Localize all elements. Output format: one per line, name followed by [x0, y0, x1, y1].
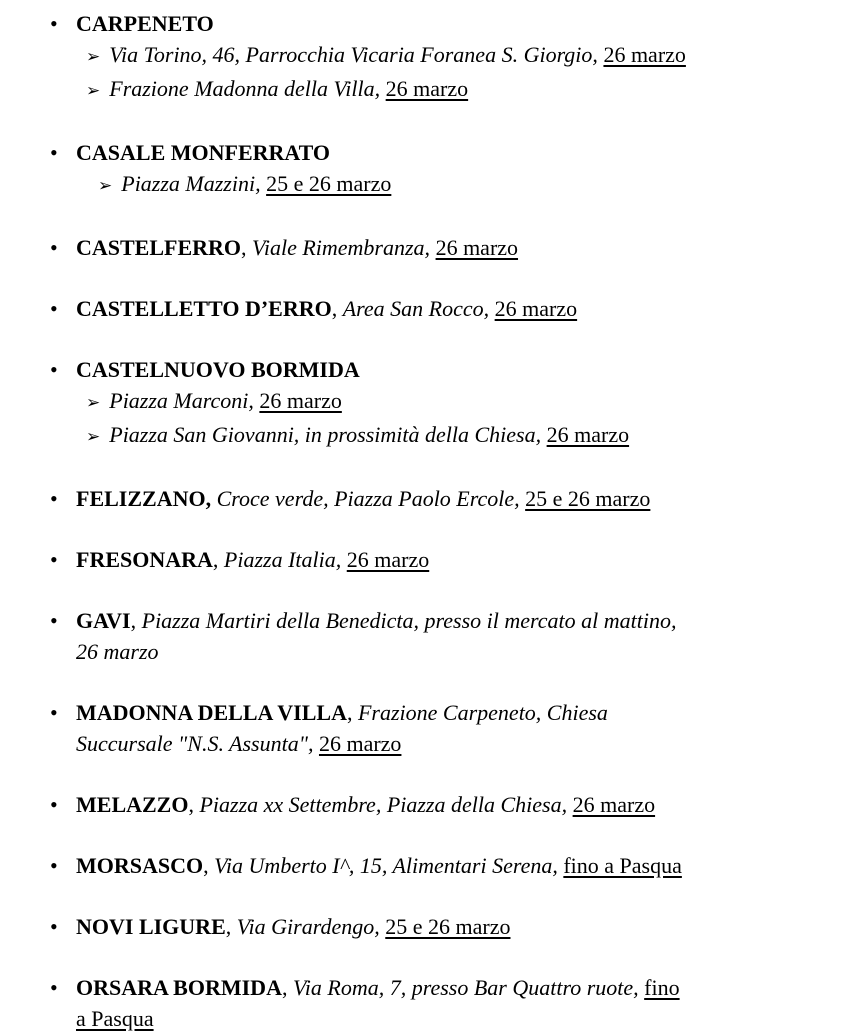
list-item [50, 544, 857, 575]
town-line [76, 850, 790, 881]
bullet-icon: • [50, 792, 58, 817]
town-line [76, 972, 790, 1003]
date-text: 26 marzo [546, 422, 630, 447]
town-line [76, 789, 790, 820]
date-text: 26 marzo [259, 388, 342, 413]
town-line [76, 293, 790, 324]
address-text: Piazza Mazzini, [121, 171, 267, 196]
separator: , [331, 296, 343, 321]
address-text: Piazza Martiri della Benedicta, presso il mercato al mattino, [141, 608, 677, 633]
date-text: 26 marzo [385, 76, 469, 101]
date-text: 26 marzo [494, 296, 578, 321]
town-name: FRESONARA [76, 547, 213, 572]
address-text: Via Girardengo, [236, 914, 386, 939]
address-text: Piazza San Giovanni, in prossimità della Chiesa, [109, 422, 547, 447]
date-text: 26 marzo [603, 42, 686, 67]
sub-item [76, 39, 790, 73]
bullet-icon: • [50, 547, 58, 572]
town-line [76, 697, 790, 728]
arrow-bullet-icon: ➢ [98, 176, 113, 196]
town-name: MADONNA DELLA VILLA [76, 700, 347, 725]
arrow-bullet-icon: ➢ [86, 81, 101, 101]
list-item [50, 8, 857, 107]
sub-item [76, 73, 790, 107]
town-line [76, 544, 790, 575]
address-text: Piazza Italia, [223, 547, 347, 572]
item-content [76, 293, 790, 324]
town-name: CARPENETO [76, 11, 214, 36]
town-line [76, 354, 790, 385]
wrapped-line [76, 728, 790, 759]
date-text: 25 e 26 marzo [266, 171, 392, 196]
bullet-icon: • [50, 140, 58, 165]
bullet-icon: • [50, 296, 58, 321]
item-content [76, 850, 790, 881]
separator: , [203, 853, 215, 878]
bullet-icon: • [50, 700, 58, 725]
sub-item [76, 419, 790, 453]
bullet-icon: • [50, 486, 58, 511]
date-text: 25 e 26 marzo [385, 914, 511, 939]
item-content [76, 911, 790, 942]
arrow-bullet-icon: ➢ [86, 47, 101, 67]
town-name: CASALE MONFERRATO [76, 140, 331, 165]
item-content [76, 544, 790, 575]
list-item [50, 697, 857, 759]
date-text: a Pasqua [76, 1006, 154, 1031]
date-text: 26 marzo [572, 792, 656, 817]
address-text: Via Torino, 46, Parrocchia Vicaria Foranea S. Giorgio, [109, 42, 604, 67]
address-text: Succursale "N.S. Assunta", [76, 731, 319, 756]
address-text: Frazione Madonna della Villa, [109, 76, 386, 101]
date-text: 26 marzo [318, 731, 402, 756]
town-line [76, 137, 790, 168]
date-text: fino [644, 975, 680, 1000]
item-content [76, 972, 790, 1034]
address-text: Frazione Carpeneto, Chiesa [357, 700, 608, 725]
separator: , [188, 792, 200, 817]
bullet-icon: • [50, 11, 58, 36]
sub-item [76, 385, 790, 419]
separator: , [241, 235, 253, 260]
address-text: Viale Rimembranza, [252, 235, 436, 260]
address-text: Piazza xx Settembre, Piazza della Chiesa, [199, 792, 573, 817]
item-content [76, 483, 790, 514]
bullet-icon: • [50, 975, 58, 1000]
town-line [76, 605, 790, 636]
list-item [50, 232, 857, 263]
date-text: fino a Pasqua [563, 853, 682, 878]
list-item [50, 483, 857, 514]
list-item [50, 850, 857, 881]
town-name: ORSARA BORMIDA [76, 975, 282, 1000]
town-name: CASTELNUOVO BORMIDA [76, 357, 360, 382]
date-text: 26 marzo [346, 547, 430, 572]
address-text: Area San Rocco, [342, 296, 495, 321]
town-name: FELIZZANO, [76, 486, 212, 511]
address-text: Piazza Marconi, [109, 388, 260, 413]
address-text: 26 marzo [76, 639, 159, 664]
bullet-icon: • [50, 608, 58, 633]
separator: , [212, 547, 224, 572]
town-name: NOVI LIGURE [76, 914, 226, 939]
item-content [76, 8, 790, 107]
item-content [76, 697, 790, 759]
bullet-icon: • [50, 235, 58, 260]
list-item [50, 911, 857, 942]
separator: , [225, 914, 237, 939]
list-item [50, 293, 857, 324]
separator: , [281, 975, 293, 1000]
town-name: GAVI [76, 608, 131, 633]
list-item [50, 605, 857, 667]
town-name: CASTELLETTO D’ERRO [76, 296, 332, 321]
list-item [50, 789, 857, 820]
town-name: MORSASCO [76, 853, 204, 878]
bullet-icon: • [50, 914, 58, 939]
item-content [76, 789, 790, 820]
separator: , [130, 608, 142, 633]
bullet-icon: • [50, 357, 58, 382]
address-text: Via Roma, 7, presso Bar Quattro ruote, [292, 975, 645, 1000]
town-line [76, 8, 790, 39]
list-item [50, 354, 857, 453]
item-content [76, 605, 790, 667]
separator: , [346, 700, 358, 725]
wrapped-line [76, 636, 790, 667]
town-line [76, 483, 790, 514]
list-item [50, 137, 857, 202]
town-name: MELAZZO [76, 792, 189, 817]
arrow-bullet-icon: ➢ [86, 393, 101, 413]
item-content [76, 137, 790, 202]
list-item [50, 972, 857, 1034]
bullet-icon: • [50, 853, 58, 878]
item-content [76, 354, 790, 453]
date-text: 26 marzo [435, 235, 519, 260]
town-line [76, 232, 790, 263]
town-name: CASTELFERRO [76, 235, 242, 260]
sub-item [76, 168, 790, 202]
wrapped-line [76, 1003, 790, 1034]
address-text: Via Umberto I^, 15, Alimentari Serena, [214, 853, 564, 878]
address-text: Croce verde, Piazza Paolo Ercole, [216, 486, 526, 511]
arrow-bullet-icon: ➢ [86, 427, 101, 447]
date-text: 25 e 26 marzo [525, 486, 651, 511]
town-line [76, 911, 790, 942]
item-content [76, 232, 790, 263]
